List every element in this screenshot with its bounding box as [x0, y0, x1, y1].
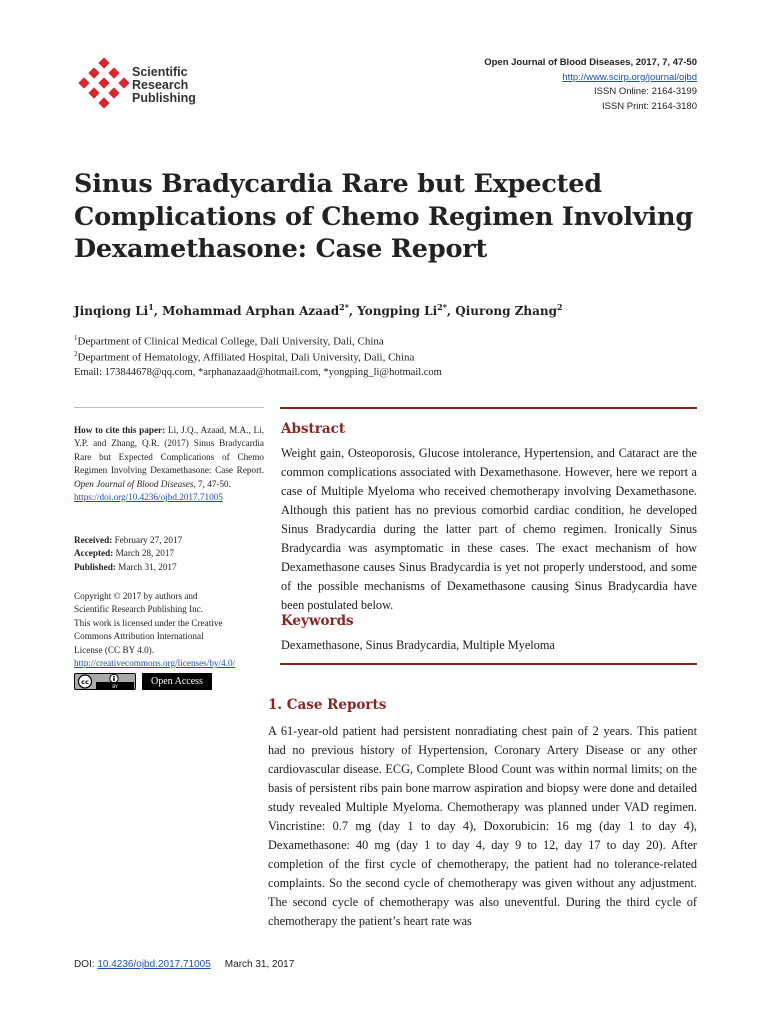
author-name: Jinqiong Li	[74, 304, 149, 318]
copyright-block: Copyright © 2017 by authors and Scientific Research Publishing Inc. This work is licensed under the Creative Commons Attribution International License (CC BY 4.0). http://creativecommons.org/licenses/by/4.0/	[74, 591, 236, 669]
author-list: Jinqiong Li$^1$, Mohammad Arphan Azaad$^{2*}$, Yongping $Li^{2*}$, Qiurong Zhang$^2$	[74, 302, 563, 318]
section-heading: 1. Case Reports	[268, 697, 387, 713]
abstract-heading: Abstract	[281, 421, 346, 437]
author-name: Qiurong Zhang	[455, 304, 558, 318]
section-body: A 61-year-old patient had persistent nonradiating chest pain of 2 years. This patient had no previous history of Hypertension, Coronary Artery Disease or any other cardiovascular disease. ECG, Complete Blood Count was within normal limits; on the basis of persistent ribs pain bone marrow aspiration and biopsy were done and detailed study revealed Multiple Myeloma. Chemotherapy was planned under VAD regimen. Vincristine: 0.7 mg (day 1 to day 4), Doxorubicin: 16 mg (day 1 to day 4), Dexamethasone: 40 mg (day 1 to day 4, day 9 to 12, day 17 to day 20). After completion of the first cycle of chemotherapy, the patient had no tolerance-related complaints. So the second cycle of chemotherapy was given without any adjustment. The second cycle of chemotherapy was also uneventful. During the third cycle of chemotherapy the patient’s heart rate was	[268, 724, 697, 928]
page-footer: DOI: 10.4236/ojbd.2017.71005 March 31, 2017	[74, 959, 295, 970]
author-name: Mohammad Arphan Azaad	[162, 304, 340, 318]
published-date: March 31, 2017	[115, 561, 177, 572]
citation-block: How to cite this paper: Li, J.Q., Azaad, M.A., Li, Y.P. and Zhang, Q.R. (2017) Sinus Bradycardia Rare but Expected Complications of Chemo Regimen Involving Dexamethasone: Case Report. Open Journal of Blood Diseases, 7, 47-50. https://doi.org/10.4236/ojbd.2017.71005	[74, 425, 264, 503]
journal-info	[484, 56, 697, 114]
cite-label: How to cite this paper:	[74, 425, 166, 435]
accepted-date: March 28, 2017	[113, 548, 175, 559]
issn-online: ISSN Online: 2164-3199	[594, 86, 697, 97]
affiliation-2: $^2$Department of Hematology, Affiliated Hospital, Dali University, Dali, China	[74, 350, 415, 364]
keywords-heading: Keywords	[281, 613, 354, 629]
cc-by-license-icon[interactable]	[74, 673, 136, 690]
sidebar-divider	[74, 407, 264, 408]
journal-line: Open Journal of Blood Diseases, 2017, 7, 47-50	[484, 57, 697, 68]
svg-text:BY: BY	[112, 685, 118, 690]
footer-doi-link[interactable]: 10.4236/ojbd.2017.71005	[97, 959, 211, 970]
doi-link[interactable]: https://doi.org/10.4236/ojbd.2017.71005	[74, 492, 223, 503]
journal-url-link[interactable]: http://www.scirp.org/journal/ojbd	[562, 71, 697, 83]
abstract-top-rule	[280, 407, 697, 409]
affiliation-1: $^1$Department of Clinical Medical College, Dali University, Dali, China	[74, 334, 384, 348]
abstract-bottom-rule	[280, 663, 697, 665]
open-access-badges	[74, 673, 212, 690]
abstract-text: Weight gain, Osteoporosis, Glucose intolerance, Hypertension, and Cataract are the common complications associated with Dexamethasone. However, here we report a case of Multiple Myeloma who received chemotherapy involving Dexamethasone. Although this patient has no previous comorbid cardiac condition, he developed Sinus Bradycardia during the latter part of chemo regimen. Ironically Sinus Bradycardia was asymptomatic in these cases. The exact mechanism of how Dexamethasone causes Sinus Bradycardia is yet not properly understood, and some of the possible mechanisms of Dexamethasone causing Sinus Bradycardia have been postulated below.	[281, 446, 697, 612]
issn-print: ISSN Print: 2164-3180	[601, 100, 697, 112]
author-name: Yongping Li	[357, 304, 438, 318]
keywords-text: Dexamethasone, Sinus Bradycardia, Multiple Myeloma	[281, 638, 555, 652]
email-line: Email: 173844678@qq.com, *arphanazaad@hotmail.com, *yongping_li@hotmail.com	[74, 367, 442, 378]
publisher-name: Scientific Research Publishing	[132, 65, 196, 105]
received-date: February 27, 2017	[112, 535, 183, 545]
paper-title: Sinus Bradycardia Rare but Expected Complications of Chemo Regimen Involving Dexamethasone: Case Report	[74, 169, 693, 264]
footer-date: March 31, 2017	[224, 959, 295, 970]
license-link[interactable]: http://creativecommons.org/licenses/by/4.0/	[74, 658, 236, 669]
open-access-badge: Open Access	[142, 673, 212, 690]
svg-text:cc: cc	[81, 678, 89, 686]
dates-block: Received: February 27, 2017 Accepted: March 28, 2017 Published: March 31, 2017	[74, 535, 183, 572]
